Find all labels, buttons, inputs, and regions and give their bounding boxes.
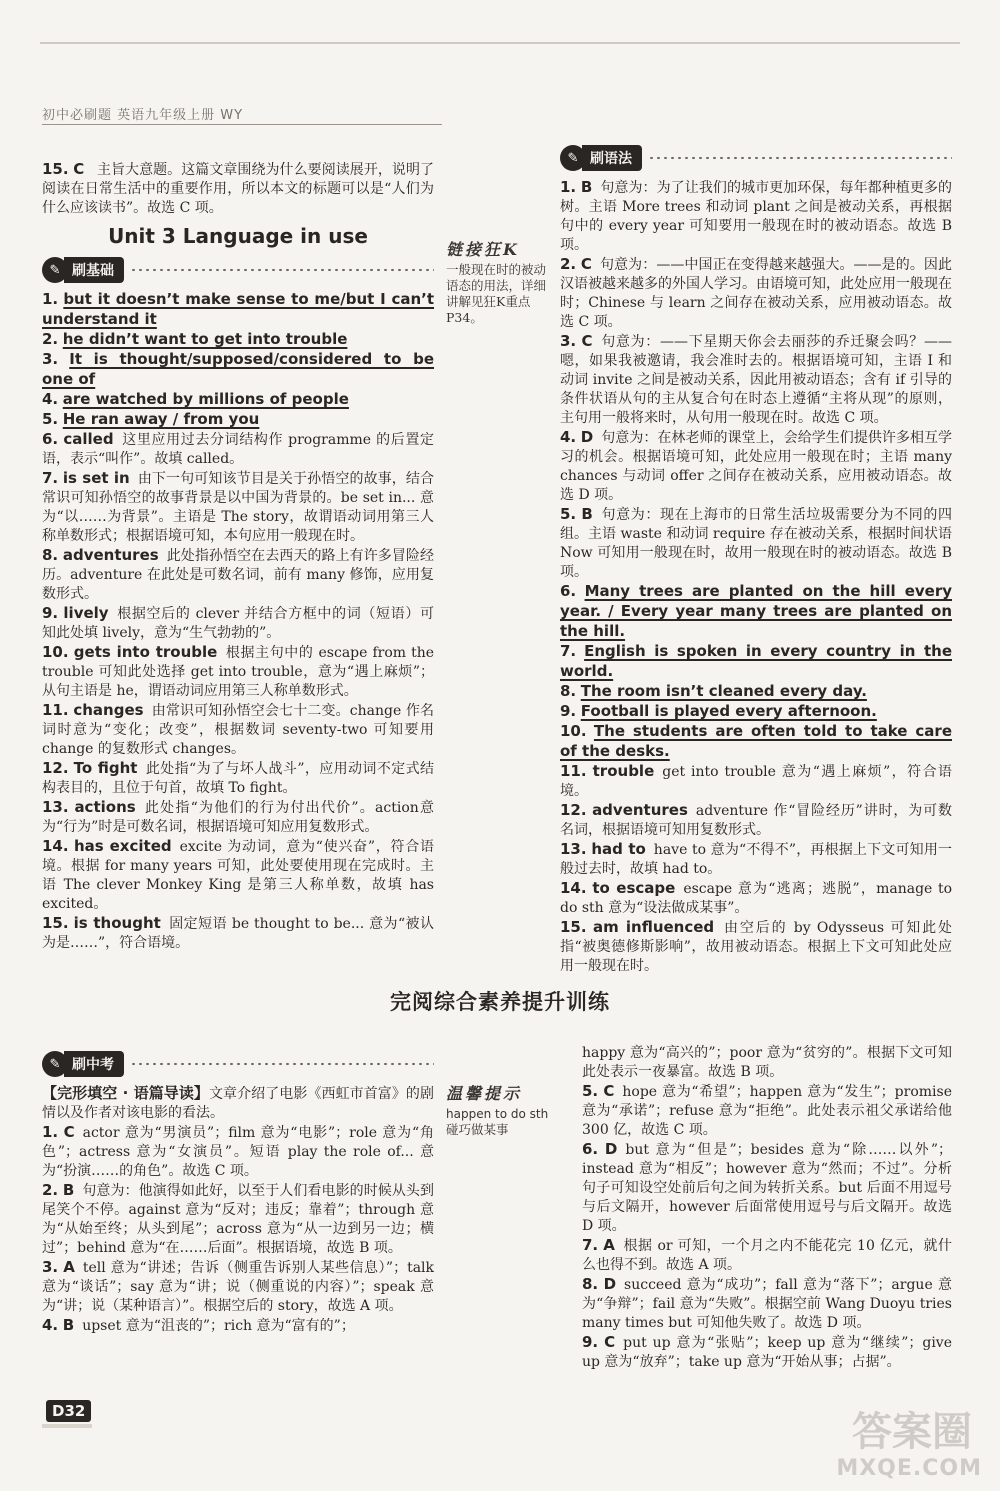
item-answer: It is thought/supposed/considered to be one of — [42, 350, 434, 388]
item-answer: C — [63, 1123, 75, 1141]
item-explanation: 根据空后的 clever 并结合方框中的词（短语）可知此处填 lively，意为“生气勃勃的”。 — [42, 606, 435, 641]
item-explanation: 根据 or 可知，一个月之内不能花完 10 亿元，就什么也得不到。故选 A 项。 — [582, 1238, 952, 1273]
item-number: 2. — [42, 1181, 59, 1199]
item-number: 1. — [560, 178, 577, 196]
watermark-logo — [782, 1401, 982, 1481]
item-explanation: 句意为：他演得如此好，以至于人们看电影的时候从头到尾笑个不停。against 意为“反对；违反；靠着”；through 意为“从始至终；从头到尾”；across 意为“从一边到另一边；横过”；behind 意为“在……后面”。根据语境，故选 B 项。 — [42, 1183, 435, 1256]
item-number: 5. — [582, 1082, 599, 1100]
item-number: 9. — [42, 604, 59, 622]
item-number: 8. — [582, 1275, 599, 1293]
basics-item — [42, 701, 434, 759]
sentence-item — [560, 642, 952, 682]
side-note-link — [446, 242, 550, 326]
running-head-rule — [42, 124, 442, 125]
item-number: 3. — [42, 1258, 59, 1276]
page-number: D32 — [46, 1400, 91, 1422]
word-item — [560, 762, 952, 801]
item-explanation: 句意为：为了让我们的城市更加环保，每年都种植更多的树。主语 More trees 和动词 plant 之间是被动关系，再根据句中的 every year 可知要用一般现在时的被动语态。故选 B 项。 — [560, 180, 953, 253]
item-explanation: have to 意为“不得不”，再根据上下文可知用一般过去时，故填 had to。 — [560, 842, 953, 877]
item-answer: English is spoken in every country in the world. — [560, 642, 953, 680]
item-number: 15. — [42, 160, 69, 178]
item-answer: He ran away / from you — [62, 410, 260, 428]
basics-item — [42, 546, 434, 604]
badge-label: 刷基础 — [64, 257, 124, 283]
intro-text: 文章介绍了电影《西虹市首富》的剧情以及作者对该电影的看法。 — [42, 1086, 434, 1121]
word-item — [560, 918, 952, 976]
item-explanation: 主旨大意题。这篇文章围绕为什么要阅读展开，说明了阅读在日常生活中的重要作用，所以本文的标题可以是“人们为什么应该读书”。故选 C 项。 — [42, 162, 435, 216]
item-number: 11. — [560, 762, 587, 780]
item-number: 9. — [560, 702, 577, 720]
item-number: 2. — [42, 330, 59, 348]
item-answer: adventures — [592, 801, 688, 819]
grammar-item — [560, 178, 952, 255]
item-answer: actions — [74, 798, 136, 816]
basics-item — [42, 837, 434, 914]
item-number: 4. — [42, 390, 59, 408]
item-answer: has excited — [73, 837, 172, 855]
watermark-big-text: 答案圈 — [852, 1408, 972, 1455]
word-item — [560, 840, 952, 879]
page-number-bar — [42, 1424, 92, 1428]
item-explanation: succeed 意为“成功”；fall 意为“落下”；argue 意为“争辩”；fail 意为“失败”。根据空前 Wang Duoyu tries many times but 可知他失败了。故选 D 项。 — [582, 1277, 953, 1331]
item-explanation: 这里应用过去分词结构作 programme 的后置定语，表示“叫作”。故填 called。 — [42, 432, 434, 467]
item-number: 13. — [42, 798, 69, 816]
item-number: 4. — [42, 1316, 59, 1334]
basics-item — [42, 914, 434, 953]
item-explanation: but 意为“但是”；besides 意为“除……以外”；instead 意为“相反”；however 意为“然而；不过”。分析句子可知设空处前后句之间为转折关系。but 后面不用逗号与后文隔开，however 后面常使用逗号与后文隔开。故选 D 项。 — [582, 1142, 952, 1234]
badge-label: 刷中考 — [64, 1051, 124, 1077]
item-answer: B — [62, 1181, 75, 1199]
item-explanation: 此处指“为他们的行为付出代价”。action意为“行为”时是可数名词，根据语境可知应用复数形式。 — [42, 800, 435, 835]
item-number: 12. — [560, 801, 587, 819]
item-number: 10. — [42, 643, 69, 661]
basics-item — [42, 643, 434, 701]
item-number: 1. — [42, 290, 59, 308]
item-number: 8. — [42, 546, 59, 564]
side-note-gloss-cn: 碰巧做某事 — [446, 1122, 509, 1137]
basics-item — [42, 290, 434, 330]
section-title: 完阅综合素养提升训练 — [390, 990, 610, 1014]
cloze-item — [582, 1333, 952, 1372]
cloze-item — [42, 1258, 434, 1316]
item-answer: am influenced — [593, 918, 715, 936]
item-number: 8. — [560, 682, 577, 700]
item-answer: had to — [591, 840, 646, 858]
item-number: 7. — [42, 469, 59, 487]
cloze-item — [42, 1123, 434, 1181]
item-number: 14. — [42, 837, 69, 855]
item-answer: but it doesn’t make sense to me/but I can’t understand it — [42, 290, 435, 328]
item-explanation: 句意为：——下星期天你会去丽莎的乔迁聚会吗？——嗯，如果我被邀请，我会准时去的。根据语境可知，主语 I 和动词 invite 之间是被动关系，因此用被动语态；含有 if 引导的条件状语从句的主从复合句在时态上遵循“主将从现”的原则，主句用一般将来时，从句用一般现在时。故选 C 项。 — [560, 334, 953, 426]
item-number: 9. — [582, 1333, 599, 1351]
item-number: 5. — [42, 410, 59, 428]
side-note-gloss-en: happen to do sth — [446, 1107, 549, 1121]
item-answer: lively — [63, 604, 109, 622]
item-answer: is thought — [73, 914, 161, 932]
grammar-item — [560, 332, 952, 428]
item-number: 15. — [42, 914, 69, 932]
item-answer: adventures — [62, 546, 159, 564]
item-answer: is set in — [62, 469, 130, 487]
basics-item — [42, 469, 434, 546]
item-answer: he didn’t want to get into trouble — [62, 330, 348, 348]
item-number: 12. — [42, 759, 69, 777]
dotted-rule — [648, 155, 952, 161]
book-icon: ✎ — [42, 1051, 68, 1077]
cloze-continuation — [582, 1044, 952, 1082]
passage-intro — [42, 1084, 434, 1123]
item-number: 6. — [582, 1140, 599, 1158]
item-explanation: 此处指“为了与坏人战斗”，应用动词不定式结构表目的，且位于句首，故填 To fight。 — [42, 761, 434, 796]
item-answer: C — [581, 332, 593, 350]
item-number: 13. — [560, 840, 587, 858]
reading-answer-15 — [42, 160, 434, 218]
item-answer: C — [603, 1082, 615, 1100]
item-explanation: tell 意为“讲述；告诉（侧重告诉别人某些信息）”；talk 意为“谈话”；say 意为“讲；说（侧重说的内容）”；speak 意为“讲；说（某种语言）”。根据空后的 story，故选 A 项。 — [42, 1260, 434, 1314]
item-explanation: 句意为：在林老师的课堂上，会给学生们提供许多相互学习的机会。根据语境可知，此处应用一般现在时；主语 many chances 与动词 offer 之间存在被动关系，应用被动语态。故选 D 项。 — [560, 430, 952, 503]
item-explanation: upset 意为“沮丧的”；rich 意为“富有的”； — [82, 1318, 355, 1334]
badge-grammar — [560, 144, 952, 172]
item-answer: gets into trouble — [73, 643, 218, 661]
item-explanation: 固定短语 be thought to be... 意为“被认为是……”，符合语境。 — [42, 916, 435, 951]
basics-item — [42, 330, 434, 350]
item-number: 3. — [42, 350, 59, 368]
book-icon: ✎ — [42, 257, 68, 283]
item-explanation: 根据主句中的 escape from the trouble 可知此处选择 get into trouble，意为“遇上麻烦”；从句主语是 he，谓语动词应用第三人称单数形式。 — [42, 645, 435, 699]
item-explanation: 由下一句可知该节目是关于孙悟空的故事，结合常识可知孙悟空的故事背景是以中国为背景的。be set in... 意为“以……为背景”。主语是 The story，故谓语动词用第三人称单数形式；根据语境可知，本句应用一般现在时。 — [42, 471, 435, 544]
watermark-url: MXQE.COM — [836, 1456, 982, 1481]
cloze-item — [582, 1082, 952, 1140]
item-answer: called — [63, 430, 114, 448]
basics-item — [42, 430, 434, 469]
running-head: 初中必刷题 英语九年级上册 WY — [42, 108, 244, 123]
cloze-item — [582, 1140, 952, 1236]
intro-tag: 【完形填空 · 语篇导读】 — [42, 1084, 209, 1102]
top-rule — [40, 42, 960, 44]
item-answer: C — [604, 1333, 616, 1351]
item-answer: D — [580, 428, 594, 446]
item-answer: The room isn’t cleaned every day. — [580, 682, 867, 700]
basics-item — [42, 798, 434, 837]
item-answer: To fight — [73, 759, 138, 777]
cloze-item — [582, 1236, 952, 1275]
right-column-bottom — [582, 1044, 952, 1372]
item-answer: Football is played every afternoon. — [580, 702, 877, 720]
item-explanation: adventure 作“冒险经历”讲时，为可数名词，根据语境可知用复数形式。 — [560, 803, 953, 838]
item-answer: A — [63, 1258, 75, 1276]
item-answer: A — [603, 1236, 615, 1254]
right-column-top — [560, 140, 952, 976]
item-explanation: hope 意为“希望”；happen 意为“发生”；promise 意为“承诺”；refuse 意为“拒绝”。此处表示祖父承诺给他 300 亿，故选 C 项。 — [582, 1084, 952, 1138]
item-answer: trouble — [592, 762, 655, 780]
item-explanation: get into trouble 意为“遇上麻烦”，符合语境。 — [560, 764, 953, 799]
basics-item — [42, 350, 434, 390]
item-explanation: escape 意为“逃离；逃脱”，manage to do sth 意为“设法做成某事”。 — [560, 881, 953, 916]
dotted-rule — [130, 1061, 434, 1067]
badge-label: 刷语法 — [582, 145, 642, 171]
item-number: 4. — [560, 428, 577, 446]
basics-item — [42, 604, 434, 643]
item-number: 15. — [560, 918, 587, 936]
item-explanation: 此处指孙悟空在去西天的路上有许多冒险经历。adventure 在此处是可数名词，前有 many 修饰，应用复数形式。 — [42, 548, 435, 602]
item-answer: to escape — [592, 879, 676, 897]
basics-item — [42, 759, 434, 798]
grammar-item — [560, 255, 952, 332]
sentence-item — [560, 682, 952, 702]
side-note-text: 一般现在时的被动语态的用法，详细讲解见狂K重点P34。 — [446, 262, 547, 325]
item-number: 5. — [560, 505, 577, 523]
basics-item — [42, 410, 434, 430]
item-number: 6. — [560, 582, 577, 600]
item-explanation: excite 为动词，意为“使兴奋”，符合语境。根据 for many years 可知，此处要使用现在完成时。主语 The clever Monkey King 是第三人称单数，故填 has excited。 — [42, 839, 434, 912]
badge-exam — [42, 1050, 434, 1078]
unit-title: Unit 3 Language in use — [108, 224, 368, 248]
item-number: 7. — [560, 642, 577, 660]
item-explanation: happy 意为“高兴的”；poor 意为“贫穷的”。根据下文可知此处表示一夜暴富。故选 B 项。 — [582, 1045, 952, 1080]
item-explanation: actor 意为“男演员”；film 意为“电影”；role 意为“角色”；actress 意为“女演员”。短语 play the role of... 意为“扮演……的角色”。故选 C 项。 — [42, 1125, 434, 1179]
item-answer: changes — [73, 701, 144, 719]
item-answer: B — [581, 505, 593, 523]
item-answer: B — [62, 1316, 75, 1334]
basics-item — [42, 390, 434, 410]
book-icon: ✎ — [560, 145, 586, 171]
item-explanation: 句意为：现在上海市的日常生活垃圾需要分为不同的四组。主语 waste 和动词 require 存在被动关系，根据时间状语 Now 可知用一般现在时，故用一般现在时的被动语态。故选 B 项。 — [560, 507, 953, 580]
sentence-item — [560, 582, 952, 642]
side-note-title: 温馨提示 — [446, 1084, 523, 1103]
word-item — [560, 879, 952, 918]
item-explanation: put up 意为“张贴”；keep up 意为“继续”；give up 意为“放弃”；take up 意为“开始从事；占据”。 — [582, 1335, 953, 1370]
item-answer: D — [603, 1275, 617, 1293]
cloze-item — [42, 1181, 434, 1258]
word-item — [560, 801, 952, 840]
left-column-top — [42, 160, 434, 953]
cloze-item — [42, 1316, 434, 1336]
grammar-item — [560, 428, 952, 505]
item-number: 3. — [560, 332, 577, 350]
item-answer: Many trees are planted on the hill every year. / Every year many trees are planted on the hill. — [560, 582, 952, 640]
item-answer: D — [604, 1140, 618, 1158]
item-number: 6. — [42, 430, 59, 448]
item-number: 10. — [560, 722, 587, 740]
item-answer: C — [580, 255, 592, 273]
item-answer: The students are often told to take care of the desks. — [560, 722, 953, 760]
item-explanation: 由常识可知孙悟空会七十二变。change 作名词时意为“变化；改变”，根据数词 seventy-two 可知要用 change 的复数形式 changes。 — [42, 703, 435, 757]
item-number: 2. — [560, 255, 577, 273]
item-explanation: 句意为：——中国正在变得越来越强大。——是的。因此汉语被越来越多的外国人学习。由语境可知，此处应用一般现在时；Chinese 与 learn 之间存在被动关系，应用被动语态。故选 C 项。 — [560, 257, 952, 330]
badge-basics — [42, 256, 434, 284]
item-answer: B — [580, 178, 593, 196]
side-note-title: 链接狂K — [446, 240, 520, 259]
item-answer: C — [73, 160, 85, 178]
dotted-rule — [130, 267, 434, 273]
sentence-item — [560, 722, 952, 762]
sentence-item — [560, 702, 952, 722]
item-answer: are watched by millions of people — [62, 390, 349, 408]
left-column-bottom — [42, 1046, 434, 1336]
cloze-item — [582, 1275, 952, 1333]
item-number: 14. — [560, 879, 587, 897]
item-number: 11. — [42, 701, 69, 719]
item-number: 7. — [582, 1236, 599, 1254]
item-number: 1. — [42, 1123, 59, 1141]
grammar-item — [560, 505, 952, 582]
side-note-tip — [446, 1086, 554, 1138]
item-explanation: 由空后的 by Odysseus 可知此处指“被奥德修斯影响”，故用被动语态。根据上下文可知此处应用一般现在时。 — [560, 920, 952, 974]
